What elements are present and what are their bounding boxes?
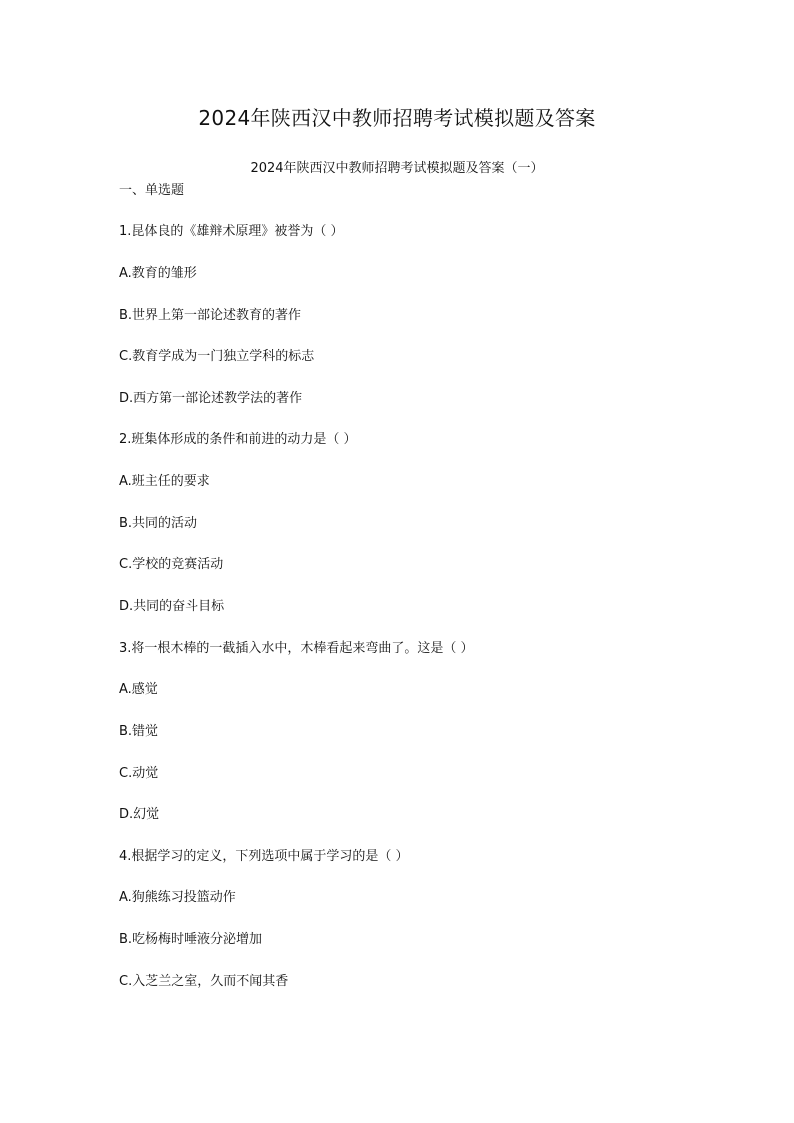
question-1-option-c: C.教育学成为一门独立学科的标志 xyxy=(119,349,315,364)
question-2-option-c: C.学校的竞赛活动 xyxy=(119,557,224,572)
question-2: 2.班集体形成的条件和前进的动力是（ ） xyxy=(119,432,357,447)
question-2-option-d: D.共同的奋斗目标 xyxy=(119,599,225,614)
question-4: 4.根据学习的定义，下列选项中属于学习的是（ ） xyxy=(119,849,409,864)
question-2-option-a: A.班主任的要求 xyxy=(119,474,210,489)
document-title: 2024年陕西汉中教师招聘考试模拟题及答案 xyxy=(198,106,596,130)
question-3-option-a: A.感觉 xyxy=(119,682,158,697)
question-1-option-b: B.世界上第一部论述教育的著作 xyxy=(119,308,302,323)
question-1: 1.昆体良的《雄辩术原理》被誉为（ ） xyxy=(119,224,344,239)
question-3-option-d: D.幻觉 xyxy=(119,807,160,822)
question-1-option-d: D.西方第一部论述教学法的著作 xyxy=(119,391,303,406)
question-4-option-b: B.吃杨梅时唾液分泌增加 xyxy=(119,932,263,947)
question-4-option-a: A.狗熊练习投篮动作 xyxy=(119,890,236,905)
document-subtitle: 2024年陕西汉中教师招聘考试模拟题及答案（一） xyxy=(250,161,544,176)
question-3: 3.将一根木棒的一截插入水中，木棒看起来弯曲了。这是（ ） xyxy=(119,641,474,656)
question-2-option-b: B.共同的活动 xyxy=(119,516,198,531)
section-heading: 一、单选题 xyxy=(119,183,185,198)
question-1-option-a: A.教育的雏形 xyxy=(119,266,197,281)
question-3-option-b: B.错觉 xyxy=(119,724,159,739)
question-3-option-c: C.动觉 xyxy=(119,766,159,781)
question-4-option-c: C.入芝兰之室，久而不闻其香 xyxy=(119,974,289,989)
